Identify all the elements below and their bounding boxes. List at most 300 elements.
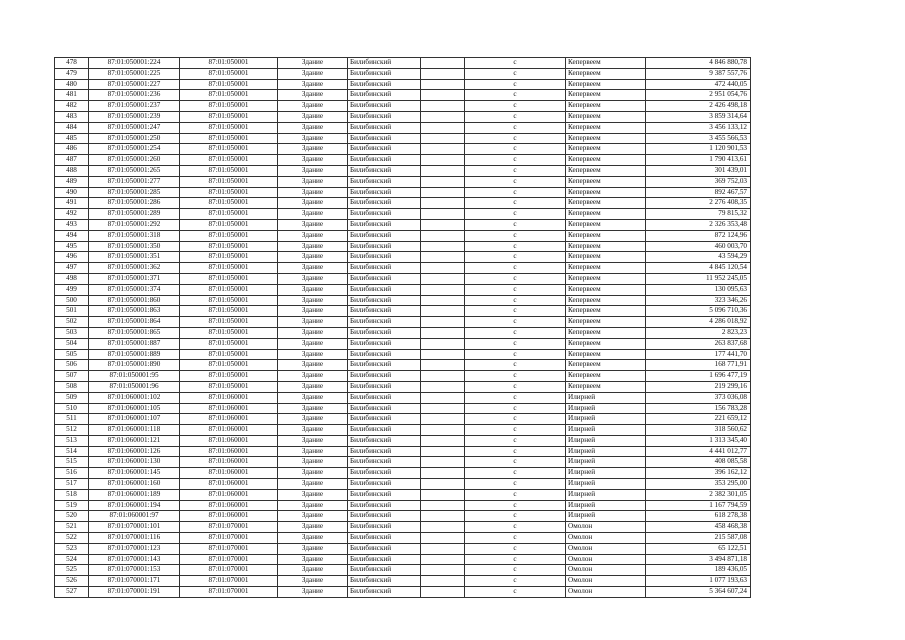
locality-type-cell: с	[465, 392, 566, 403]
row-number-cell: 525	[55, 565, 89, 576]
cadastral-value-cell: 3 455 566,53	[646, 133, 751, 144]
table-row	[55, 392, 751, 403]
cadastral-value-cell: 1 120 901,53	[646, 144, 751, 155]
locality-type-cell: с	[465, 317, 566, 328]
cadastral-number-cell: 87:01:050001:236	[89, 90, 180, 101]
street-cell	[421, 565, 465, 576]
district-cell: Билибинский	[348, 489, 421, 500]
street-cell	[421, 533, 465, 544]
street-cell	[421, 306, 465, 317]
street-cell	[421, 155, 465, 166]
district-cell: Билибинский	[348, 392, 421, 403]
district-cell: Билибинский	[348, 479, 421, 490]
locality-type-cell: с	[465, 230, 566, 241]
locality-cell: Кепервеем	[566, 155, 646, 166]
row-number-cell: 513	[55, 435, 89, 446]
object-type-cell: Здание	[278, 511, 348, 522]
locality-type-cell: с	[465, 165, 566, 176]
cadastral-number-cell: 87:01:050001:292	[89, 219, 180, 230]
cadastral-number-cell: 87:01:050001:224	[89, 58, 180, 69]
object-type-cell: Здание	[278, 133, 348, 144]
row-number-cell: 494	[55, 230, 89, 241]
cadastral-number-cell: 87:01:060001:194	[89, 500, 180, 511]
table-row	[55, 554, 751, 565]
cadastral-value-cell: 1 077 193,63	[646, 576, 751, 587]
row-number-cell: 521	[55, 522, 89, 533]
locality-type-cell: с	[465, 273, 566, 284]
locality-type-cell: с	[465, 435, 566, 446]
cadastral-number-cell: 87:01:050001:250	[89, 133, 180, 144]
locality-cell: Кепервеем	[566, 58, 646, 69]
object-type-cell: Здание	[278, 554, 348, 565]
cadastral-value-cell: 215 587,08	[646, 533, 751, 544]
cadastral-number-cell: 87:01:070001:171	[89, 576, 180, 587]
district-cell: Билибинский	[348, 576, 421, 587]
district-cell: Билибинский	[348, 435, 421, 446]
row-number-cell: 499	[55, 284, 89, 295]
cadastral-value-cell: 618 278,38	[646, 511, 751, 522]
object-type-cell: Здание	[278, 403, 348, 414]
district-cell: Билибинский	[348, 58, 421, 69]
object-type-cell: Здание	[278, 209, 348, 220]
cadastral-quarter-cell: 87:01:050001	[180, 101, 278, 112]
cadastral-number-cell: 87:01:050001:227	[89, 79, 180, 90]
street-cell	[421, 360, 465, 371]
cadastral-value-cell: 318 560,62	[646, 425, 751, 436]
cadastral-quarter-cell: 87:01:050001	[180, 273, 278, 284]
locality-type-cell: с	[465, 576, 566, 587]
row-number-cell: 514	[55, 446, 89, 457]
object-type-cell: Здание	[278, 79, 348, 90]
cadastral-quarter-cell: 87:01:050001	[180, 58, 278, 69]
locality-type-cell: с	[465, 209, 566, 220]
locality-type-cell: с	[465, 371, 566, 382]
cadastral-number-cell: 87:01:050001:351	[89, 252, 180, 263]
object-type-cell: Здание	[278, 306, 348, 317]
cadastral-quarter-cell: 87:01:060001	[180, 500, 278, 511]
locality-cell: Илирней	[566, 392, 646, 403]
cadastral-value-cell: 369 752,03	[646, 176, 751, 187]
cadastral-value-cell: 1 313 345,40	[646, 435, 751, 446]
table-row	[55, 252, 751, 263]
cadastral-number-cell: 87:01:060001:102	[89, 392, 180, 403]
district-cell: Билибинский	[348, 219, 421, 230]
object-type-cell: Здание	[278, 435, 348, 446]
cadastral-number-cell: 87:01:050001:277	[89, 176, 180, 187]
locality-cell: Кепервеем	[566, 230, 646, 241]
cadastral-value-cell: 168 771,91	[646, 360, 751, 371]
cadastral-value-cell: 43 594,29	[646, 252, 751, 263]
table-row	[55, 457, 751, 468]
table-row	[55, 338, 751, 349]
locality-cell: Кепервеем	[566, 241, 646, 252]
district-cell: Билибинский	[348, 90, 421, 101]
locality-cell: Илирней	[566, 500, 646, 511]
cadastral-quarter-cell: 87:01:060001	[180, 446, 278, 457]
table-row	[55, 241, 751, 252]
cadastral-quarter-cell: 87:01:050001	[180, 111, 278, 122]
cadastral-number-cell: 87:01:060001:130	[89, 457, 180, 468]
table-row	[55, 284, 751, 295]
cadastral-quarter-cell: 87:01:050001	[180, 176, 278, 187]
object-type-cell: Здание	[278, 144, 348, 155]
object-type-cell: Здание	[278, 468, 348, 479]
district-cell: Билибинский	[348, 111, 421, 122]
cadastral-number-cell: 87:01:050001:247	[89, 122, 180, 133]
table-row	[55, 209, 751, 220]
locality-type-cell: с	[465, 489, 566, 500]
district-cell: Билибинский	[348, 252, 421, 263]
table-row	[55, 414, 751, 425]
cadastral-number-cell: 87:01:050001:95	[89, 371, 180, 382]
cadastral-number-cell: 87:01:050001:889	[89, 349, 180, 360]
locality-type-cell: с	[465, 479, 566, 490]
object-type-cell: Здание	[278, 479, 348, 490]
street-cell	[421, 349, 465, 360]
row-number-cell: 517	[55, 479, 89, 490]
locality-cell: Омолон	[566, 576, 646, 587]
cadastral-value-table	[54, 57, 751, 598]
cadastral-number-cell: 87:01:050001:260	[89, 155, 180, 166]
table-row	[55, 263, 751, 274]
table-row	[55, 144, 751, 155]
cadastral-value-cell: 4 846 880,78	[646, 58, 751, 69]
cadastral-quarter-cell: 87:01:050001	[180, 198, 278, 209]
row-number-cell: 527	[55, 587, 89, 598]
locality-cell: Илирней	[566, 425, 646, 436]
locality-cell: Омолон	[566, 565, 646, 576]
street-cell	[421, 425, 465, 436]
locality-cell: Кепервеем	[566, 371, 646, 382]
locality-type-cell: с	[465, 327, 566, 338]
district-cell: Билибинский	[348, 500, 421, 511]
cadastral-number-cell: 87:01:050001:96	[89, 381, 180, 392]
street-cell	[421, 284, 465, 295]
district-cell: Билибинский	[348, 133, 421, 144]
table-row	[55, 360, 751, 371]
row-number-cell: 524	[55, 554, 89, 565]
locality-cell: Омолон	[566, 587, 646, 598]
district-cell: Билибинский	[348, 446, 421, 457]
table-row	[55, 187, 751, 198]
locality-type-cell: с	[465, 252, 566, 263]
cadastral-value-cell: 219 299,16	[646, 381, 751, 392]
locality-cell: Кепервеем	[566, 122, 646, 133]
cadastral-number-cell: 87:01:060001:189	[89, 489, 180, 500]
cadastral-number-cell: 87:01:060001:126	[89, 446, 180, 457]
row-number-cell: 516	[55, 468, 89, 479]
cadastral-value-cell: 2 276 408,35	[646, 198, 751, 209]
table-row	[55, 522, 751, 533]
cadastral-quarter-cell: 87:01:060001	[180, 403, 278, 414]
locality-type-cell: с	[465, 414, 566, 425]
object-type-cell: Здание	[278, 381, 348, 392]
cadastral-quarter-cell: 87:01:070001	[180, 522, 278, 533]
street-cell	[421, 457, 465, 468]
cadastral-number-cell: 87:01:050001:887	[89, 338, 180, 349]
district-cell: Билибинский	[348, 349, 421, 360]
table-row	[55, 79, 751, 90]
table-row	[55, 435, 751, 446]
row-number-cell: 490	[55, 187, 89, 198]
locality-type-cell: с	[465, 79, 566, 90]
locality-cell: Кепервеем	[566, 101, 646, 112]
row-number-cell: 496	[55, 252, 89, 263]
object-type-cell: Здание	[278, 565, 348, 576]
street-cell	[421, 252, 465, 263]
locality-type-cell: с	[465, 241, 566, 252]
table-row	[55, 273, 751, 284]
row-number-cell: 511	[55, 414, 89, 425]
table-row	[55, 155, 751, 166]
locality-cell: Кепервеем	[566, 327, 646, 338]
locality-type-cell: с	[465, 306, 566, 317]
locality-cell: Кепервеем	[566, 338, 646, 349]
row-number-cell: 506	[55, 360, 89, 371]
object-type-cell: Здание	[278, 500, 348, 511]
row-number-cell: 520	[55, 511, 89, 522]
object-type-cell: Здание	[278, 338, 348, 349]
table-row	[55, 219, 751, 230]
locality-cell: Кепервеем	[566, 133, 646, 144]
object-type-cell: Здание	[278, 317, 348, 328]
cadastral-quarter-cell: 87:01:050001	[180, 122, 278, 133]
cadastral-quarter-cell: 87:01:050001	[180, 241, 278, 252]
row-number-cell: 519	[55, 500, 89, 511]
cadastral-number-cell: 87:01:070001:143	[89, 554, 180, 565]
object-type-cell: Здание	[278, 295, 348, 306]
object-type-cell: Здание	[278, 219, 348, 230]
street-cell	[421, 327, 465, 338]
locality-type-cell: с	[465, 500, 566, 511]
row-number-cell: 479	[55, 68, 89, 79]
street-cell	[421, 435, 465, 446]
cadastral-quarter-cell: 87:01:060001	[180, 468, 278, 479]
locality-cell: Илирней	[566, 511, 646, 522]
row-number-cell: 500	[55, 295, 89, 306]
cadastral-value-cell: 221 659,12	[646, 414, 751, 425]
object-type-cell: Здание	[278, 576, 348, 587]
locality-cell: Кепервеем	[566, 187, 646, 198]
row-number-cell: 498	[55, 273, 89, 284]
locality-type-cell: с	[465, 349, 566, 360]
object-type-cell: Здание	[278, 489, 348, 500]
table-row	[55, 295, 751, 306]
table-row	[55, 101, 751, 112]
district-cell: Билибинский	[348, 327, 421, 338]
table-row	[55, 198, 751, 209]
district-cell: Билибинский	[348, 241, 421, 252]
cadastral-number-cell: 87:01:050001:237	[89, 101, 180, 112]
object-type-cell: Здание	[278, 165, 348, 176]
cadastral-number-cell: 87:01:050001:289	[89, 209, 180, 220]
cadastral-number-cell: 87:01:050001:285	[89, 187, 180, 198]
cadastral-value-cell: 2 823,23	[646, 327, 751, 338]
table-row	[55, 122, 751, 133]
locality-type-cell: с	[465, 198, 566, 209]
district-cell: Билибинский	[348, 533, 421, 544]
cadastral-value-cell: 323 346,26	[646, 295, 751, 306]
object-type-cell: Здание	[278, 425, 348, 436]
cadastral-value-cell: 460 003,70	[646, 241, 751, 252]
locality-cell: Илирней	[566, 489, 646, 500]
district-cell: Билибинский	[348, 338, 421, 349]
cadastral-quarter-cell: 87:01:050001	[180, 263, 278, 274]
object-type-cell: Здание	[278, 327, 348, 338]
cadastral-number-cell: 87:01:050001:265	[89, 165, 180, 176]
district-cell: Билибинский	[348, 79, 421, 90]
district-cell: Билибинский	[348, 101, 421, 112]
locality-type-cell: с	[465, 187, 566, 198]
locality-cell: Кепервеем	[566, 68, 646, 79]
street-cell	[421, 317, 465, 328]
object-type-cell: Здание	[278, 68, 348, 79]
locality-type-cell: с	[465, 295, 566, 306]
cadastral-number-cell: 87:01:070001:123	[89, 543, 180, 554]
cadastral-value-cell: 373 036,08	[646, 392, 751, 403]
street-cell	[421, 446, 465, 457]
locality-type-cell: с	[465, 90, 566, 101]
cadastral-quarter-cell: 87:01:050001	[180, 209, 278, 220]
locality-type-cell: с	[465, 468, 566, 479]
cadastral-number-cell: 87:01:060001:160	[89, 479, 180, 490]
locality-cell: Омолон	[566, 543, 646, 554]
row-number-cell: 480	[55, 79, 89, 90]
district-cell: Билибинский	[348, 554, 421, 565]
object-type-cell: Здание	[278, 349, 348, 360]
locality-type-cell: с	[465, 284, 566, 295]
cadastral-quarter-cell: 87:01:070001	[180, 543, 278, 554]
street-cell	[421, 338, 465, 349]
cadastral-quarter-cell: 87:01:060001	[180, 479, 278, 490]
object-type-cell: Здание	[278, 457, 348, 468]
row-number-cell: 503	[55, 327, 89, 338]
table-row	[55, 468, 751, 479]
table-row	[55, 133, 751, 144]
street-cell	[421, 371, 465, 382]
locality-cell: Омолон	[566, 522, 646, 533]
row-number-cell: 482	[55, 101, 89, 112]
cadastral-value-cell: 353 295,00	[646, 479, 751, 490]
locality-type-cell: с	[465, 219, 566, 230]
cadastral-value-cell: 1 696 477,19	[646, 371, 751, 382]
district-cell: Билибинский	[348, 565, 421, 576]
locality-cell: Кепервеем	[566, 79, 646, 90]
cadastral-value-cell: 458 468,38	[646, 522, 751, 533]
table-body	[55, 58, 751, 598]
cadastral-number-cell: 87:01:050001:362	[89, 263, 180, 274]
cadastral-number-cell: 87:01:050001:374	[89, 284, 180, 295]
row-number-cell: 515	[55, 457, 89, 468]
row-number-cell: 507	[55, 371, 89, 382]
locality-type-cell: с	[465, 360, 566, 371]
cadastral-quarter-cell: 87:01:060001	[180, 435, 278, 446]
row-number-cell: 485	[55, 133, 89, 144]
cadastral-quarter-cell: 87:01:050001	[180, 338, 278, 349]
locality-type-cell: с	[465, 133, 566, 144]
locality-type-cell: с	[465, 101, 566, 112]
cadastral-quarter-cell: 87:01:050001	[180, 371, 278, 382]
locality-cell: Кепервеем	[566, 252, 646, 263]
locality-cell: Кепервеем	[566, 111, 646, 122]
district-cell: Билибинский	[348, 209, 421, 220]
table-row	[55, 587, 751, 598]
row-number-cell: 483	[55, 111, 89, 122]
locality-cell: Кепервеем	[566, 263, 646, 274]
district-cell: Билибинский	[348, 468, 421, 479]
object-type-cell: Здание	[278, 58, 348, 69]
street-cell	[421, 122, 465, 133]
cadastral-value-cell: 130 095,63	[646, 284, 751, 295]
district-cell: Билибинский	[348, 155, 421, 166]
locality-type-cell: с	[465, 543, 566, 554]
cadastral-value-cell: 3 456 133,12	[646, 122, 751, 133]
table-row	[55, 543, 751, 554]
cadastral-number-cell: 87:01:060001:121	[89, 435, 180, 446]
locality-type-cell: с	[465, 381, 566, 392]
object-type-cell: Здание	[278, 111, 348, 122]
locality-cell: Илирней	[566, 457, 646, 468]
locality-cell: Кепервеем	[566, 360, 646, 371]
row-number-cell: 523	[55, 543, 89, 554]
district-cell: Билибинский	[348, 587, 421, 598]
cadastral-quarter-cell: 87:01:060001	[180, 392, 278, 403]
cadastral-number-cell: 87:01:050001:865	[89, 327, 180, 338]
cadastral-number-cell: 87:01:060001:105	[89, 403, 180, 414]
district-cell: Билибинский	[348, 144, 421, 155]
street-cell	[421, 133, 465, 144]
cadastral-value-cell: 1 790 413,61	[646, 155, 751, 166]
locality-cell: Омолон	[566, 554, 646, 565]
cadastral-quarter-cell: 87:01:050001	[180, 144, 278, 155]
district-cell: Билибинский	[348, 273, 421, 284]
street-cell	[421, 79, 465, 90]
street-cell	[421, 543, 465, 554]
cadastral-value-cell: 408 085,58	[646, 457, 751, 468]
object-type-cell: Здание	[278, 360, 348, 371]
table-row	[55, 446, 751, 457]
locality-cell: Кепервеем	[566, 144, 646, 155]
locality-cell: Кепервеем	[566, 349, 646, 360]
locality-type-cell: с	[465, 263, 566, 274]
cadastral-value-cell: 4 286 018,92	[646, 317, 751, 328]
locality-cell: Илирней	[566, 414, 646, 425]
row-number-cell: 478	[55, 58, 89, 69]
street-cell	[421, 468, 465, 479]
locality-type-cell: с	[465, 425, 566, 436]
locality-type-cell: с	[465, 155, 566, 166]
cadastral-value-cell: 189 436,05	[646, 565, 751, 576]
locality-type-cell: с	[465, 511, 566, 522]
cadastral-number-cell: 87:01:060001:118	[89, 425, 180, 436]
row-number-cell: 497	[55, 263, 89, 274]
table-row	[55, 165, 751, 176]
row-number-cell: 491	[55, 198, 89, 209]
locality-cell: Кепервеем	[566, 165, 646, 176]
cadastral-quarter-cell: 87:01:050001	[180, 187, 278, 198]
locality-cell: Кепервеем	[566, 295, 646, 306]
street-cell	[421, 273, 465, 284]
table-row	[55, 176, 751, 187]
cadastral-number-cell: 87:01:050001:286	[89, 198, 180, 209]
locality-type-cell: с	[465, 446, 566, 457]
object-type-cell: Здание	[278, 284, 348, 295]
district-cell: Билибинский	[348, 381, 421, 392]
locality-cell: Илирней	[566, 479, 646, 490]
cadastral-quarter-cell: 87:01:050001	[180, 219, 278, 230]
district-cell: Билибинский	[348, 414, 421, 425]
district-cell: Билибинский	[348, 187, 421, 198]
